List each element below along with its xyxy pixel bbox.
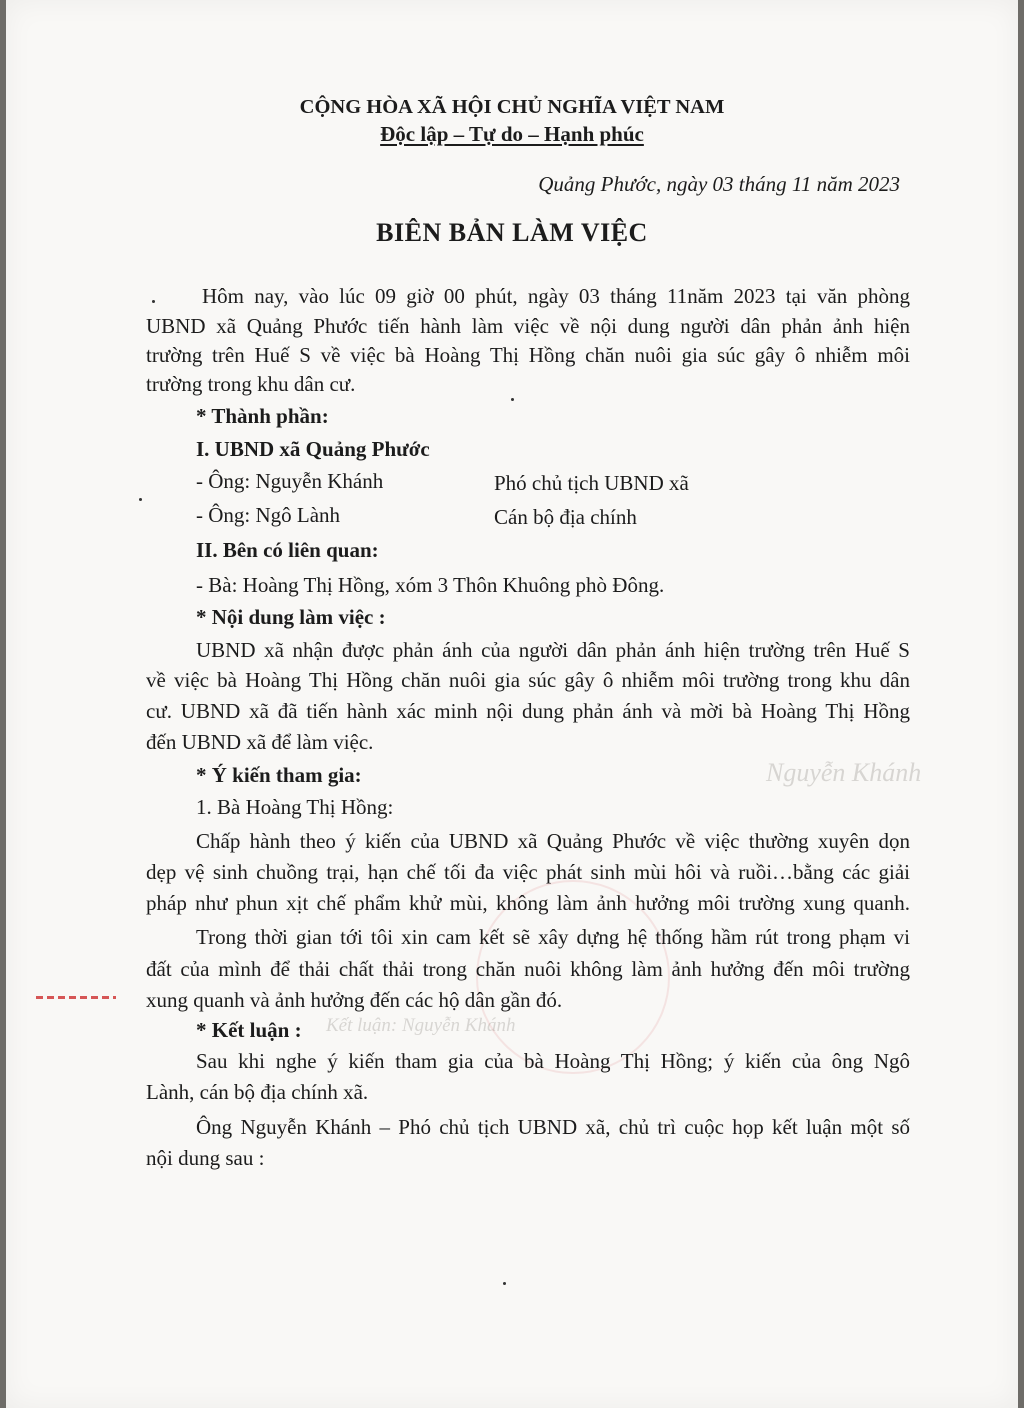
section-related-party: II. Bên có liên quan: <box>196 538 379 562</box>
bleed-signature-text: Kết luận: Nguyễn Khánh <box>326 1015 516 1036</box>
content-line: cư. UBND xã đã tiến hành xác minh nội dung phản ánh và mời bà Hoàng Thị Hồng <box>146 699 910 723</box>
conclusion-line: Sau khi nghe ý kiến tham gia của bà Hoàng Thị Hồng; ý kiến của ông Ngô <box>196 1049 910 1073</box>
scan-dot <box>511 398 514 401</box>
opinion-line: xung quanh và ảnh hưởng đến các hộ dân gần đó. <box>146 988 563 1012</box>
member-name: - Ông: Ngô Lành <box>196 503 341 527</box>
content-heading: * Nội dung làm việc : <box>196 605 386 629</box>
opinion-line: Trong thời gian tới tôi xin cam kết sẽ xây dựng hệ thống hầm rút trong phạm vi <box>196 925 910 949</box>
opinion-line: dẹp vệ sinh chuồng trại, hạn chế tối đa việc phát sinh mùi hôi và ruồi…bằng các giải <box>146 860 910 884</box>
conclusion-line: nội dung sau : <box>146 1146 265 1170</box>
composition-heading: * Thành phần: <box>196 404 329 428</box>
bleed-signature: Nguyễn Khánh <box>766 758 922 787</box>
opinion-subheading: 1. Bà Hoàng Thị Hồng: <box>196 795 394 819</box>
intro-line: UBND xã Quảng Phước tiến hành làm việc về nội dung người dân phản ảnh hiện <box>146 314 910 338</box>
place-date: Quảng Phước, ngày 03 tháng 11 năm 2023 <box>538 172 900 196</box>
content-line: về việc bà Hoàng Thị Hồng chăn nuôi gia súc gây ô nhiễm môi trường trong khu dân <box>146 668 910 692</box>
content-line: UBND xã nhận được phản ánh của người dân phản ánh hiện trường trên Huế S <box>196 638 910 662</box>
national-motto: Độc lập – Tự do – Hạnh phúc <box>380 122 644 146</box>
national-title: CỘNG HÒA XÃ HỘI CHỦ NGHĨA VIỆT NAM <box>299 96 725 118</box>
intro-line: trường trong khu dân cư. <box>146 372 356 396</box>
opinion-line: pháp như phun xịt chế phẩm khử mùi, không làm ảnh hưởng môi trường xung quanh. <box>146 891 910 915</box>
red-margin-mark <box>36 996 116 999</box>
conclusion-heading: * Kết luận : <box>196 1018 302 1042</box>
scan-dot <box>139 498 142 501</box>
opinions-heading: * Ý kiến tham gia: <box>196 763 362 787</box>
opinion-line: đất của mình để thải chất thải trong chăn nuôi không làm ảnh hưởng đến môi trường <box>146 957 910 981</box>
section-ubnd: I. UBND xã Quảng Phước <box>196 437 430 461</box>
opinion-line: Chấp hành theo ý kiến của UBND xã Quảng Phước về việc thường xuyên dọn <box>196 829 910 853</box>
conclusion-line: Ông Nguyễn Khánh – Phó chủ tịch UBND xã, chủ trì cuộc họp kết luận một số <box>196 1115 910 1139</box>
intro-line: Hôm nay, vào lúc 09 giờ 00 phút, ngày 03 tháng 11năm 2023 tại văn phòng <box>202 284 910 308</box>
member-role: Phó chủ tịch UBND xã <box>494 471 689 495</box>
motto-wrap <box>6 121 1018 147</box>
member-role: Cán bộ địa chính <box>494 505 637 529</box>
intro-line: trường trên Huế S về việc bà Hoàng Thị Hồng chăn nuôi gia súc gây ô nhiễm môi <box>146 343 910 367</box>
member-name: - Ông: Nguyễn Khánh <box>196 469 384 493</box>
document-title: BIÊN BẢN LÀM VIỆC <box>376 218 648 247</box>
document-page <box>6 0 1018 1408</box>
scan-dot <box>152 300 155 303</box>
related-party: - Bà: Hoàng Thị Hồng, xóm 3 Thôn Khuông phò Đông. <box>196 573 665 597</box>
conclusion-line: Lành, cán bộ địa chính xã. <box>146 1080 369 1104</box>
scan-dot <box>503 1282 506 1285</box>
content-line: đến UBND xã để làm việc. <box>146 730 374 754</box>
